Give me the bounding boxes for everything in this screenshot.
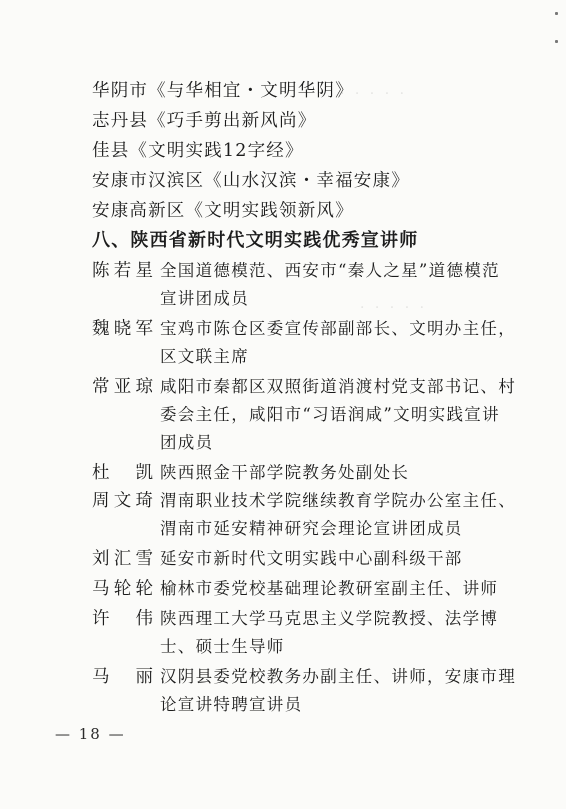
speaker-name: 许伟 (92, 609, 154, 629)
work-item: 安康高新区《文明实践领新风》 (92, 201, 354, 221)
speaker-desc: 宣讲团成员 (160, 289, 249, 308)
speaker-name: 陈若星 (92, 261, 154, 281)
speaker-desc: 榆林市委党校基础理论教研室副主任、讲师 (160, 579, 499, 598)
speaker-name: 魏晓军 (92, 319, 154, 339)
speaker-name: 杜凯 (92, 463, 154, 483)
speaker-desc: 渭南职业技术学院继续教育学院办公室主任、 (160, 491, 516, 510)
speaker-desc: 咸阳市秦都区双照街道消渡村党支部书记、村 (160, 377, 516, 396)
speaker-name: 常亚琼 (92, 377, 154, 397)
bleed-through-text: · · · · · (340, 86, 408, 102)
speaker-desc: 陕西照金干部学院教务处副处长 (160, 463, 410, 482)
bleed-through-text: · · · · · (360, 300, 428, 316)
work-item: 安康市汉滨区《山水汉滨・幸福安康》 (92, 171, 410, 191)
speaker-desc: 陕西理工大学马克思主义学院教授、法学博 (160, 609, 499, 628)
speaker-desc: 团成员 (160, 433, 214, 452)
speaker-name: 马丽 (92, 667, 154, 687)
speaker-desc: 委会主任，咸阳市“习语润咸”文明实践宣讲 (160, 405, 500, 424)
speaker-desc: 渭南市延安精神研究会理论宣讲团成员 (160, 519, 463, 538)
scan-mark (555, 12, 558, 15)
work-item: 华阴市《与华相宜・文明华阴》 (92, 81, 354, 101)
speaker-desc: 汉阴县委党校教务办副主任、讲师，安康市理 (160, 667, 516, 686)
speaker-desc: 论宣讲特聘宣讲员 (160, 695, 303, 714)
work-item: 志丹县《巧手剪出新风尚》 (92, 111, 317, 131)
speaker-desc: 全国道德模范、西安市“秦人之星”道德模范 (160, 261, 500, 280)
section-heading: 八、陕西省新时代文明实践优秀宣讲师 (92, 230, 419, 251)
speaker-desc: 宝鸡市陈仓区委宣传部副部长、文明办主任， (160, 319, 516, 338)
speaker-desc: 延安市新时代文明实践中心副科级干部 (160, 549, 463, 568)
speaker-name: 刘汇雪 (92, 549, 154, 569)
speaker-name: 马轮轮 (92, 579, 154, 599)
speaker-desc: 士、硕士生导师 (160, 637, 285, 656)
work-item: 佳县《文明实践12字经》 (92, 141, 304, 161)
speaker-name: 周文琦 (92, 491, 154, 511)
scan-mark (555, 40, 558, 43)
speaker-desc: 区文联主席 (160, 347, 249, 366)
page-number: — 18 — (55, 725, 126, 743)
